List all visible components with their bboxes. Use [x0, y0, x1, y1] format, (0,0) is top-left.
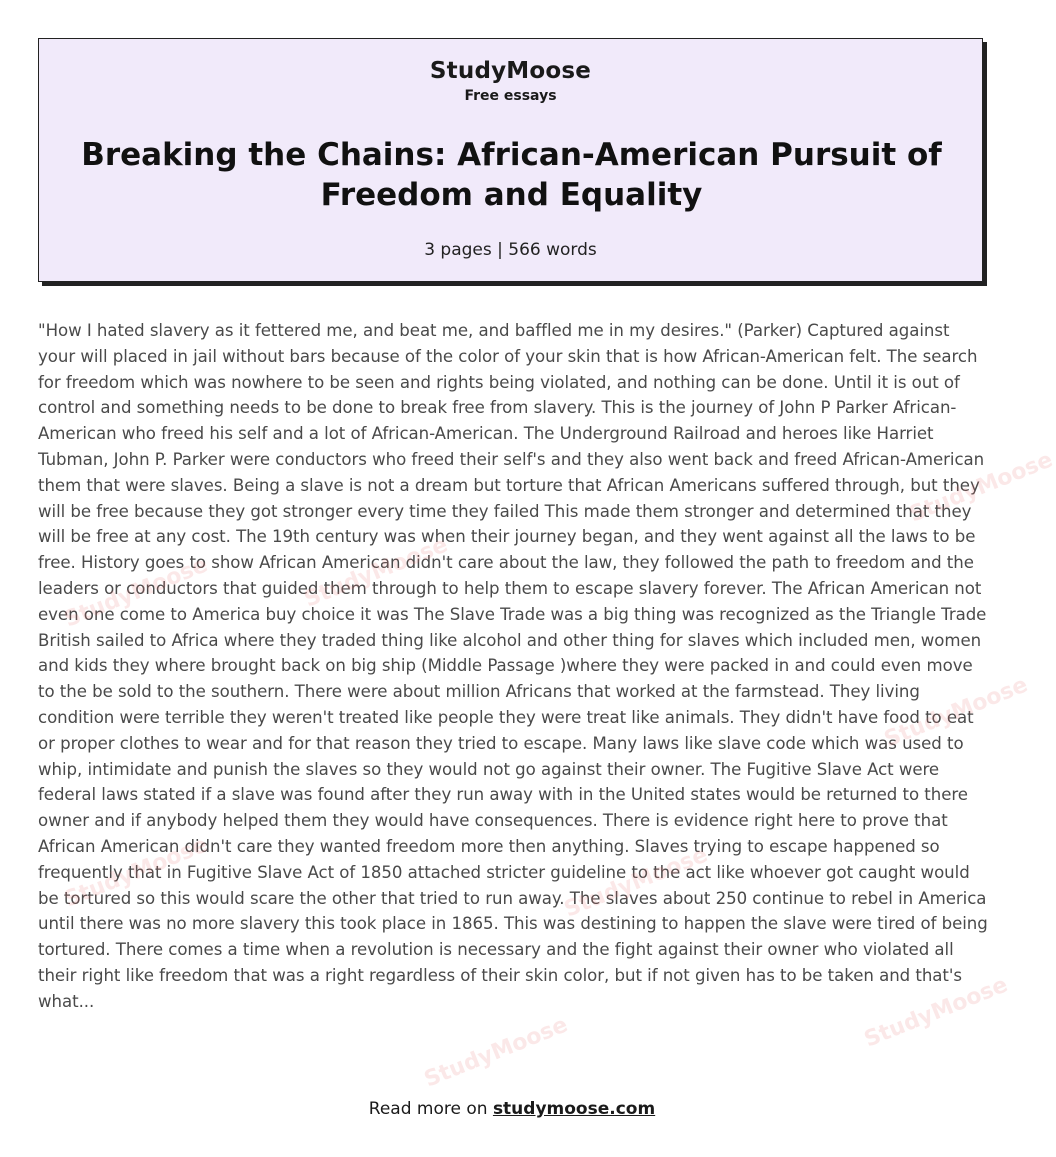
watermark-text: StudyMoose: [560, 842, 712, 923]
watermark-text: StudyMoose: [60, 552, 212, 633]
read-more-prefix: Read more on: [368, 1099, 493, 1119]
watermark-text: StudyMoose: [420, 1012, 572, 1093]
watermark-text: StudyMoose: [860, 972, 1012, 1053]
watermark-text: StudyMoose: [880, 672, 1032, 753]
watermark-text: StudyMoose: [300, 532, 452, 613]
brand-tagline: Free essays: [464, 88, 557, 104]
watermark-text: StudyMoose: [60, 832, 212, 913]
essay-title: Breaking the Chains: African-American Pursuit of Freedom and Equality: [81, 137, 942, 213]
read-more-footer: [0, 1099, 1024, 1119]
essay-header-card: [38, 38, 983, 282]
brand-logo-text[interactable]: StudyMoose: [429, 58, 592, 84]
watermark-text: StudyMoose: [905, 447, 1056, 528]
essay-meta: 3 pages | 566 words: [424, 240, 597, 260]
studymoose-link[interactable]: studymoose.com: [492, 1099, 656, 1119]
essay-body-text: "How I hated slavery as it fettered me, and beat me, and baffled me in my desires." (Parker) Captured against your will placed in jail without bars because of the color of your skin that is how African-American felt. The search for freedom which was nowhere to be seen and rights being violated, and nothing can be done. Until it is out of control and something needs to be done to break free from slavery. This is the journey of John P Parker African-American who freed his self and a lot of African-American. The Underground Railroad and heroes like Harriet Tubman, John P. Parker were conductors who freed their self's and they also went back and freed African-American them that were slaves. Being a slave is not a dream but torture that African Americans suffered through, but they will be free because they got stronger every time they failed This made them stronger and determined that they will be free at any cost. The 19th century was when their journey began, and they went against all the laws to be free. History goes to show African American didn't care about the law, they followed the path to freedom and the leaders or conductors that guided them through to help them to escape slavery forever. The African American not even one come to America buy choice it was The Slave Trade was a big thing was recognized as the Triangle Trade British sailed to Africa where they traded thing like alcohol and other thing for slaves which included men, women and kids they where brought back on big ship (Middle Passage )where they were packed in and could even move to the be sold to the southern. There were about million Africans that worked at the farmstead. They living condition were terrible they weren't treated like people they were treat like animals. They didn't have food to eat or proper clothes to wear and for that reason they tried to escape. Many laws like slave code which was used to whip, intimidate and punish the slaves so they would not go against their owner. The Fugitive Slave Act were federal laws stated if a slave was found after they run away with in the United states would be returned to there owner and if anybody helped them they would have consequences. There is evidence right here to prove that African American didn't care they wanted freedom more then anything. Slaves trying to escape happened so frequently that in Fugitive Slave Act of 1850 attached stricter guideline to the act like whoever got caught would be tortured so this would scare the other that tried to run away. The slaves about 250 continue to rebel in America until there was no more slavery this took place in 1865. This was destining to happen the slave were tired of being tortured. There comes a time when a revolution is necessary and the fight against their owner who violated all their right like freedom that was a right regardless of their skin color, but if not given has to be taken and that's what...: [38, 321, 988, 1011]
